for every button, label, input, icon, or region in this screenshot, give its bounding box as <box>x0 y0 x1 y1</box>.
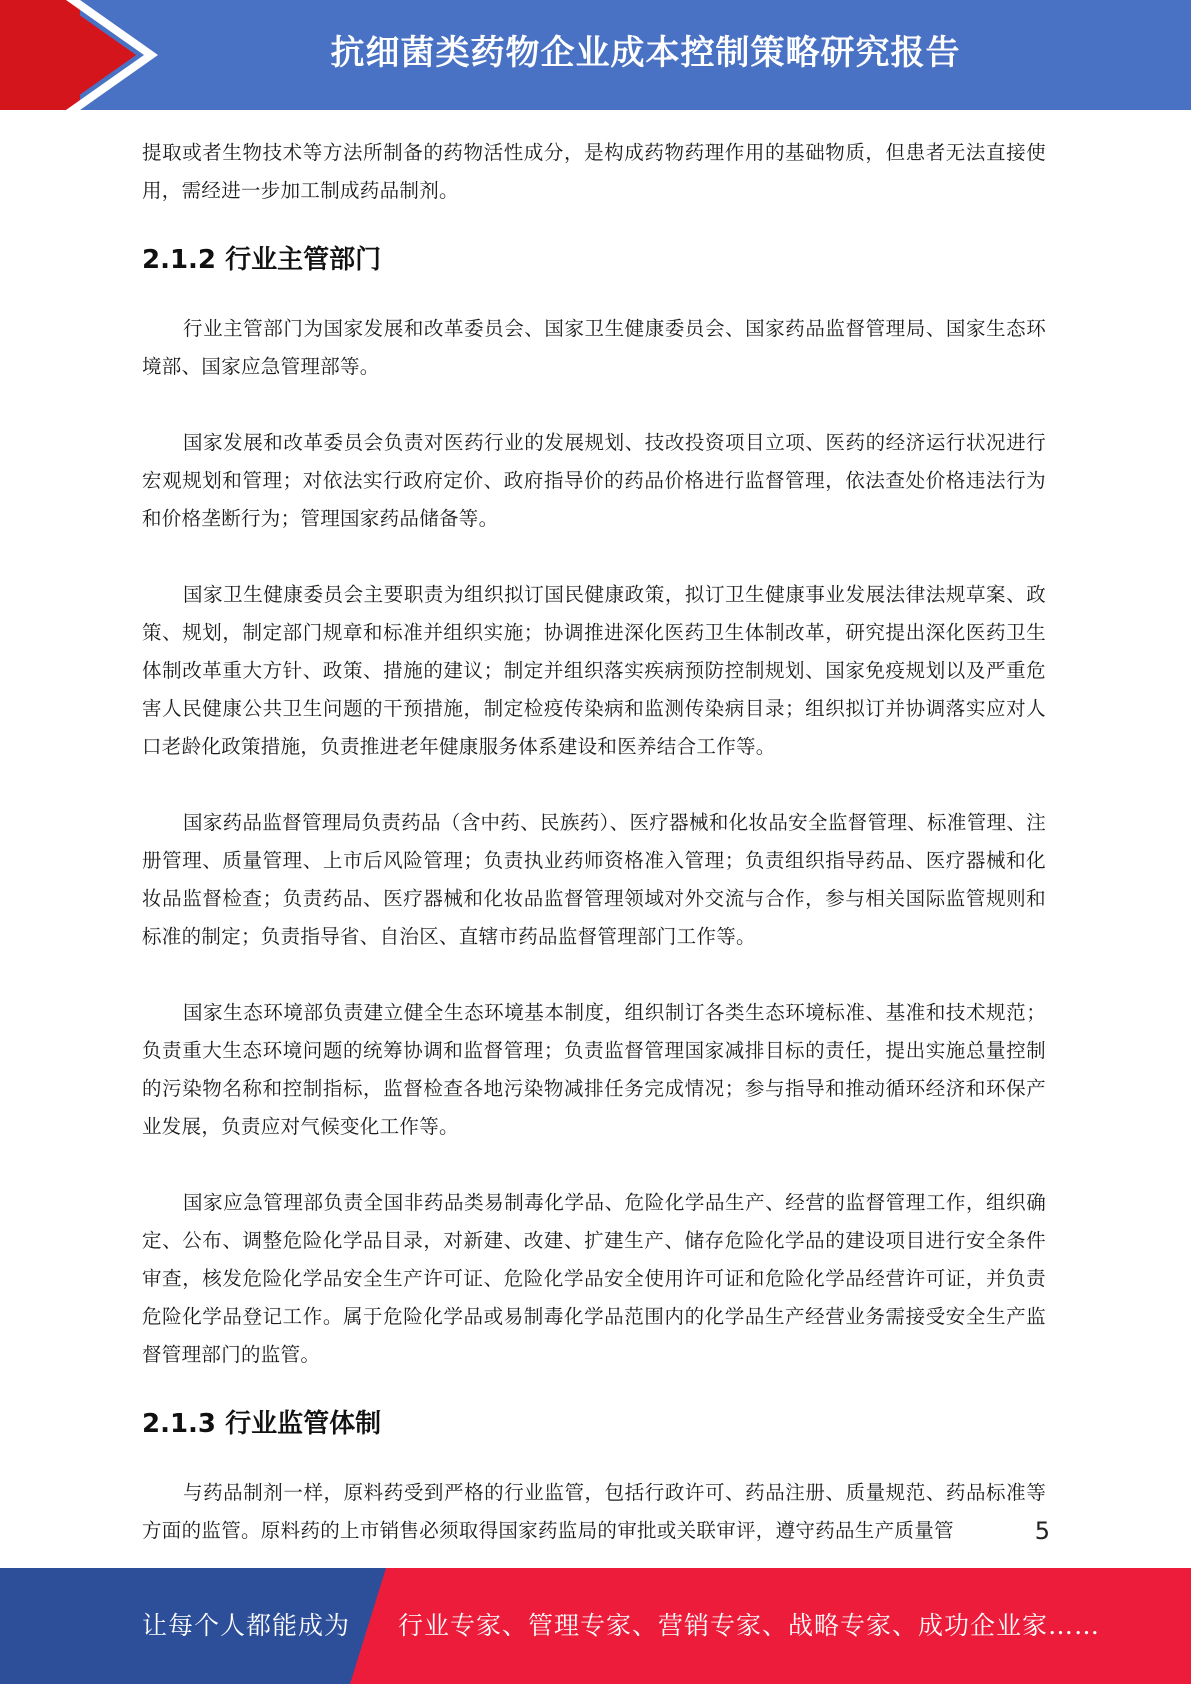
footer-blue-slant <box>350 1568 386 1684</box>
paragraph: 国家应急管理部负责全国非药品类易制毒化学品、危险化学品生产、经营的监督管理工作，组织确定、公布、调整危险化学品目录，对新建、改建、扩建生产、储存危险化学品的建设项目进行安全条件审查，核发危险化学品安全生产许可证、危险化学品安全使用许可证和危险化学品经营许可证，并负责危险化学品登记工作。属于危险化学品或易制毒化学品范围内的化学品生产经营业务需接受安全生产监督管理部门的监管。 <box>142 1191 1046 1366</box>
intro-paragraph: 提取或者生物技术等方法所制备的药物活性成分，是构成药物药理作用的基础物质，但患者无法直接使用，需经进一步加工制成药品制剂。 <box>142 141 1046 202</box>
paragraph: 国家药品监督管理局负责药品（含中药、民族药）、医疗器械和化妆品安全监督管理、标准管理、注册管理、质量管理、上市后风险管理；负责执业药师资格准入管理；负责组织指导药品、医疗器械和化妆品监督检查；负责药品、医疗器械和化妆品监督管理领域对外交流与合作，参与相关国际监管规则和标准的制定；负责指导省、自治区、直辖市药品监督管理部门工作等。 <box>142 811 1046 948</box>
paragraph: 与药品制剂一样，原料药受到严格的行业监管，包括行政许可、药品注册、质量规范、药品标准等方面的监管。原料药的上市销售必须取得国家药监局的审批或关联审评，遵守药品生产质量管 <box>142 1481 1046 1542</box>
section-heading-2-1-3: 2.1.3 行业监管体制 <box>142 1409 382 1439</box>
page-number: 5 <box>1034 1517 1050 1545</box>
paragraph: 国家生态环境部负责建立健全生态环境基本制度，组织制订各类生态环境标准、基准和技术规范；负责重大生态环境问题的统筹协调和监督管理；负责监督管理国家减排目标的责任，提出实施总量控制的污染物名称和控制指标，监督检查各地污染物减排任务完成情况；参与指导和推动循环经济和环保产业发展，负责应对气候变化工作等。 <box>142 1001 1046 1138</box>
document-body <box>142 134 1046 1550</box>
paragraph: 行业主管部门为国家发展和改革委员会、国家卫生健康委员会、国家药品监督管理局、国家生态环境部、国家应急管理部等。 <box>142 317 1046 378</box>
footer-slogan-right: 行业专家、管理专家、营销专家、战略专家、成功企业家…… <box>398 1611 1101 1640</box>
header-white-chevron-icon <box>0 0 180 110</box>
page-footer <box>0 1568 1191 1684</box>
section-heading-2-1-2: 2.1.2 行业主管部门 <box>142 245 382 275</box>
document-title: 抗细菌类药物企业成本控制策略研究报告 <box>330 33 961 73</box>
paragraph: 国家发展和改革委员会负责对医药行业的发展规划、技改投资项目立项、医药的经济运行状况进行宏观规划和管理；对依法实行政府定价、政府指导价的药品价格进行监督管理，依法查处价格违法行为和价格垄断行为；管理国家药品储备等。 <box>142 431 1046 530</box>
page-header <box>0 0 1191 110</box>
footer-slogan-left: 让每个人都能成为 <box>142 1611 351 1640</box>
paragraph: 国家卫生健康委员会主要职责为组织拟订国民健康政策，拟订卫生健康事业发展法律法规草案、政策、规划，制定部门规章和标准并组织实施；协调推进深化医药卫生体制改革，研究提出深化医药卫生体制改革重大方针、政策、措施的建议；制定并组织落实疾病预防控制规划、国家免疫规划以及严重危害人民健康公共卫生问题的干预措施，制定检疫传染病和监测传染病目录；组织拟订并协调落实应对人口老龄化政策措施，负责推进老年健康服务体系建设和医养结合工作等。 <box>142 583 1046 758</box>
